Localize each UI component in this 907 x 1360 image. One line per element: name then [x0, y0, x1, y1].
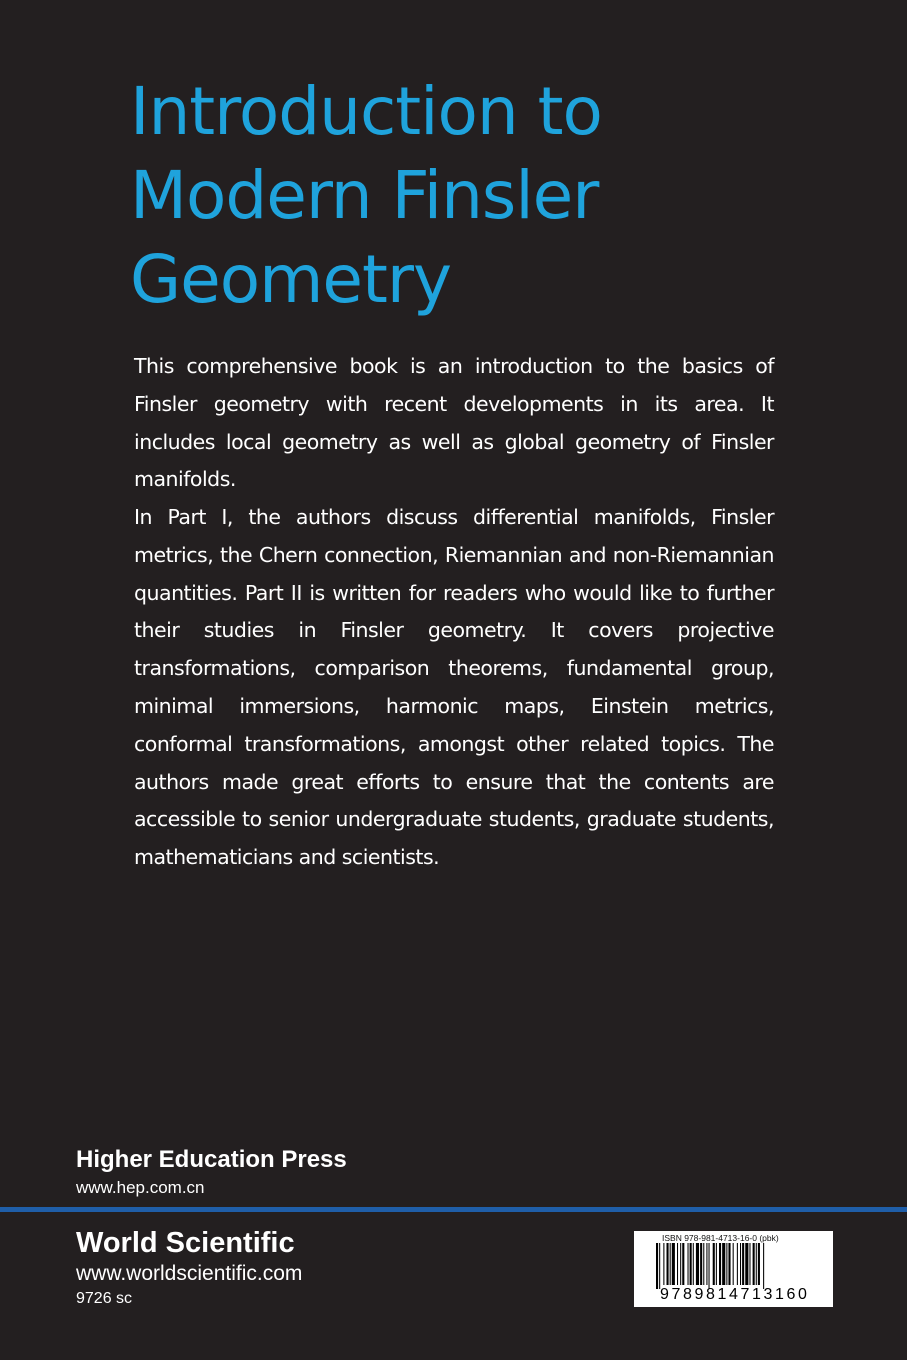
barcode-bar	[680, 1243, 681, 1285]
barcode-bar	[703, 1243, 704, 1285]
barcode-bar	[677, 1243, 678, 1285]
barcode-bar	[763, 1243, 764, 1289]
ean-digits: 9789814713160	[660, 1286, 810, 1303]
barcode-bar	[672, 1243, 675, 1285]
barcode-bar	[740, 1243, 741, 1285]
barcode-bar	[745, 1243, 748, 1285]
barcode-bar	[753, 1243, 755, 1285]
publisher-url-hep: www.hep.com.cn	[76, 1178, 205, 1197]
barcode-bar	[659, 1243, 660, 1289]
book-title	[130, 70, 602, 322]
title-line: Geometry	[130, 241, 452, 318]
barcode-bar	[682, 1243, 684, 1285]
barcode-bar	[700, 1243, 702, 1285]
barcode-bars-icon	[634, 1243, 833, 1289]
barcode-bar	[722, 1243, 725, 1285]
title-line: Introduction to	[130, 73, 602, 150]
barcode-bar	[726, 1243, 727, 1285]
barcode-bar	[728, 1243, 730, 1285]
barcode-bar	[709, 1243, 710, 1289]
barcode-bar	[693, 1243, 694, 1285]
barcode-bar	[733, 1243, 734, 1285]
barcode-bar	[758, 1243, 760, 1285]
barcode-bar	[656, 1243, 658, 1289]
barcode-bar	[706, 1243, 707, 1285]
blurb-paragraph-2: In Part I, the authors discuss differential manifolds, Finsler metrics, the Chern connection, Riemannian and non-Riemannian quantities. Part II is written for readers who would like to further their studies in Finsler geometry. It covers projective transformations, comparison theorems, fundamental group, minimal immersions, harmonic maps, Einstein metrics, conformal transformations, amongst other related topics. The authors made great efforts to ensure that the contents are accessible to senior undergraduate students, graduate students, mathematicians and scientists.	[134, 505, 774, 870]
barcode-bar	[688, 1243, 689, 1285]
publisher-name-hep: Higher Education Press	[76, 1146, 347, 1173]
barcode-bar	[670, 1243, 671, 1285]
barcode-bar	[756, 1243, 757, 1285]
barcode-bar	[737, 1243, 738, 1285]
title-line: Modern Finsler	[130, 157, 599, 234]
publisher-url-world-scientific: www.worldscientific.com	[76, 1262, 303, 1285]
barcode-bar	[742, 1243, 744, 1285]
barcode-bar	[716, 1243, 717, 1285]
barcode-bar	[749, 1243, 750, 1285]
barcode-bar	[719, 1243, 721, 1285]
divider-line	[0, 1207, 907, 1212]
barcode-bar	[663, 1243, 664, 1285]
publisher-name-world-scientific: World Scientific	[76, 1227, 295, 1259]
barcode-bar	[696, 1243, 699, 1285]
isbn-label: ISBN 978-981-4713-16-0 (pbk)	[662, 1233, 779, 1243]
barcode-bar	[667, 1243, 669, 1285]
blurb-paragraph-1: This comprehensive book is an introduction to the basics of Finsler geometry with recent developments in its area. It includes local geometry as well as global geometry of Finsler manifolds.	[134, 354, 774, 492]
barcode-bar	[690, 1243, 692, 1285]
catalog-code: 9726 sc	[76, 1290, 133, 1307]
isbn-barcode	[634, 1231, 833, 1307]
barcode-bar	[713, 1243, 715, 1285]
